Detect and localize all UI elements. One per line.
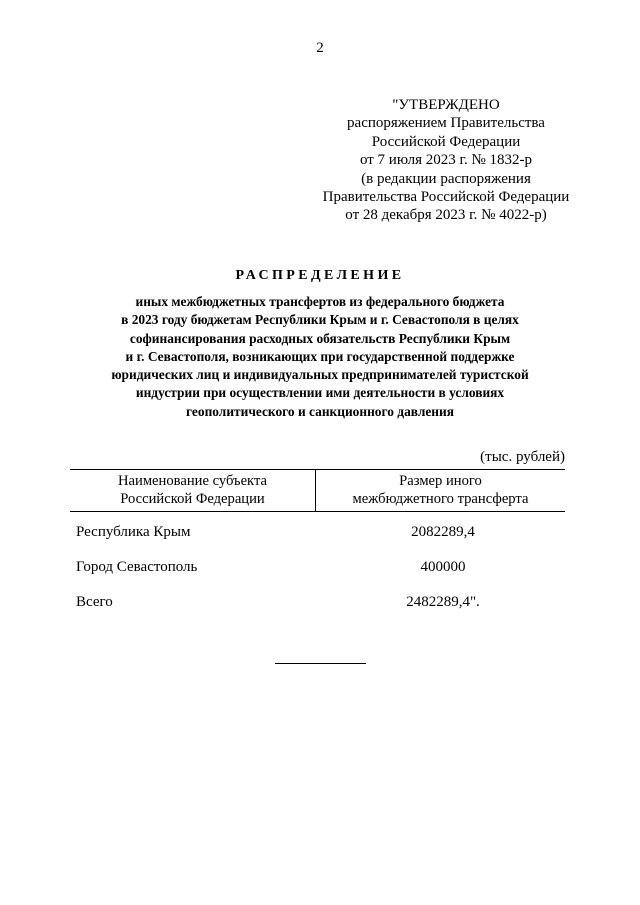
table-row: [70, 524, 565, 541]
approval-line: от 7 июля 2023 г. № 1832-р: [359, 152, 533, 169]
approval-line: от 28 декабря 2023 г. № 4022-р): [345, 207, 547, 224]
subtitle-line: юридических лиц и индивидуальных предпринимателей туристской: [111, 367, 529, 383]
table-row: [70, 594, 565, 611]
header-subject-name: [70, 470, 316, 511]
header-line: Размер иного: [399, 473, 482, 489]
approval-line: (в редакции распоряжения: [361, 170, 531, 187]
units-label: (тыс. рублей): [480, 449, 565, 465]
row-value: 2082289,4: [411, 524, 475, 540]
subtitle-line: геополитического и санкционного давления: [186, 403, 454, 419]
subtitle-line: индустрии при осуществлении ими деятельности в условиях: [135, 385, 505, 401]
subtitle-line: иных межбюджетных трансфертов из федерального бюджета: [135, 294, 505, 309]
row-name: Город Севастополь: [76, 559, 198, 575]
approval-stamp: [306, 96, 586, 225]
row-name: Республика Крым: [76, 524, 191, 540]
document-title: РАСПРЕДЕЛЕНИЕ: [235, 268, 405, 283]
header-line: Российской Федерации: [120, 490, 265, 507]
page-number: 2: [316, 40, 324, 56]
table-row: [70, 559, 565, 576]
approval-line: "УТВЕРЖДЕНО: [392, 97, 500, 113]
header-line: Наименование субъекта: [118, 473, 267, 489]
subtitle-line: в 2023 году бюджетам Республики Крым и г. Севастополя в целях: [121, 312, 519, 328]
approval-line: распоряжением Правительства: [347, 115, 545, 132]
approval-line: Правительства Российской Федерации: [322, 189, 570, 206]
row-value: 400000: [420, 559, 466, 575]
header-line: межбюджетного трансферта: [352, 490, 529, 507]
header-transfer-size: [316, 470, 565, 511]
document-subtitle: [80, 293, 560, 421]
footer-separator: [275, 663, 366, 664]
distribution-table: [70, 469, 565, 610]
row-value: 2482289,4".: [406, 594, 480, 610]
approval-line: Российской Федерации: [371, 133, 521, 150]
subtitle-line: софинансирования расходных обязательств Республики Крым: [129, 330, 511, 346]
table-header: [70, 469, 565, 512]
subtitle-line: и г. Севастополя, возникающих при государственной поддержке: [125, 348, 515, 364]
row-name: Всего: [76, 594, 113, 610]
